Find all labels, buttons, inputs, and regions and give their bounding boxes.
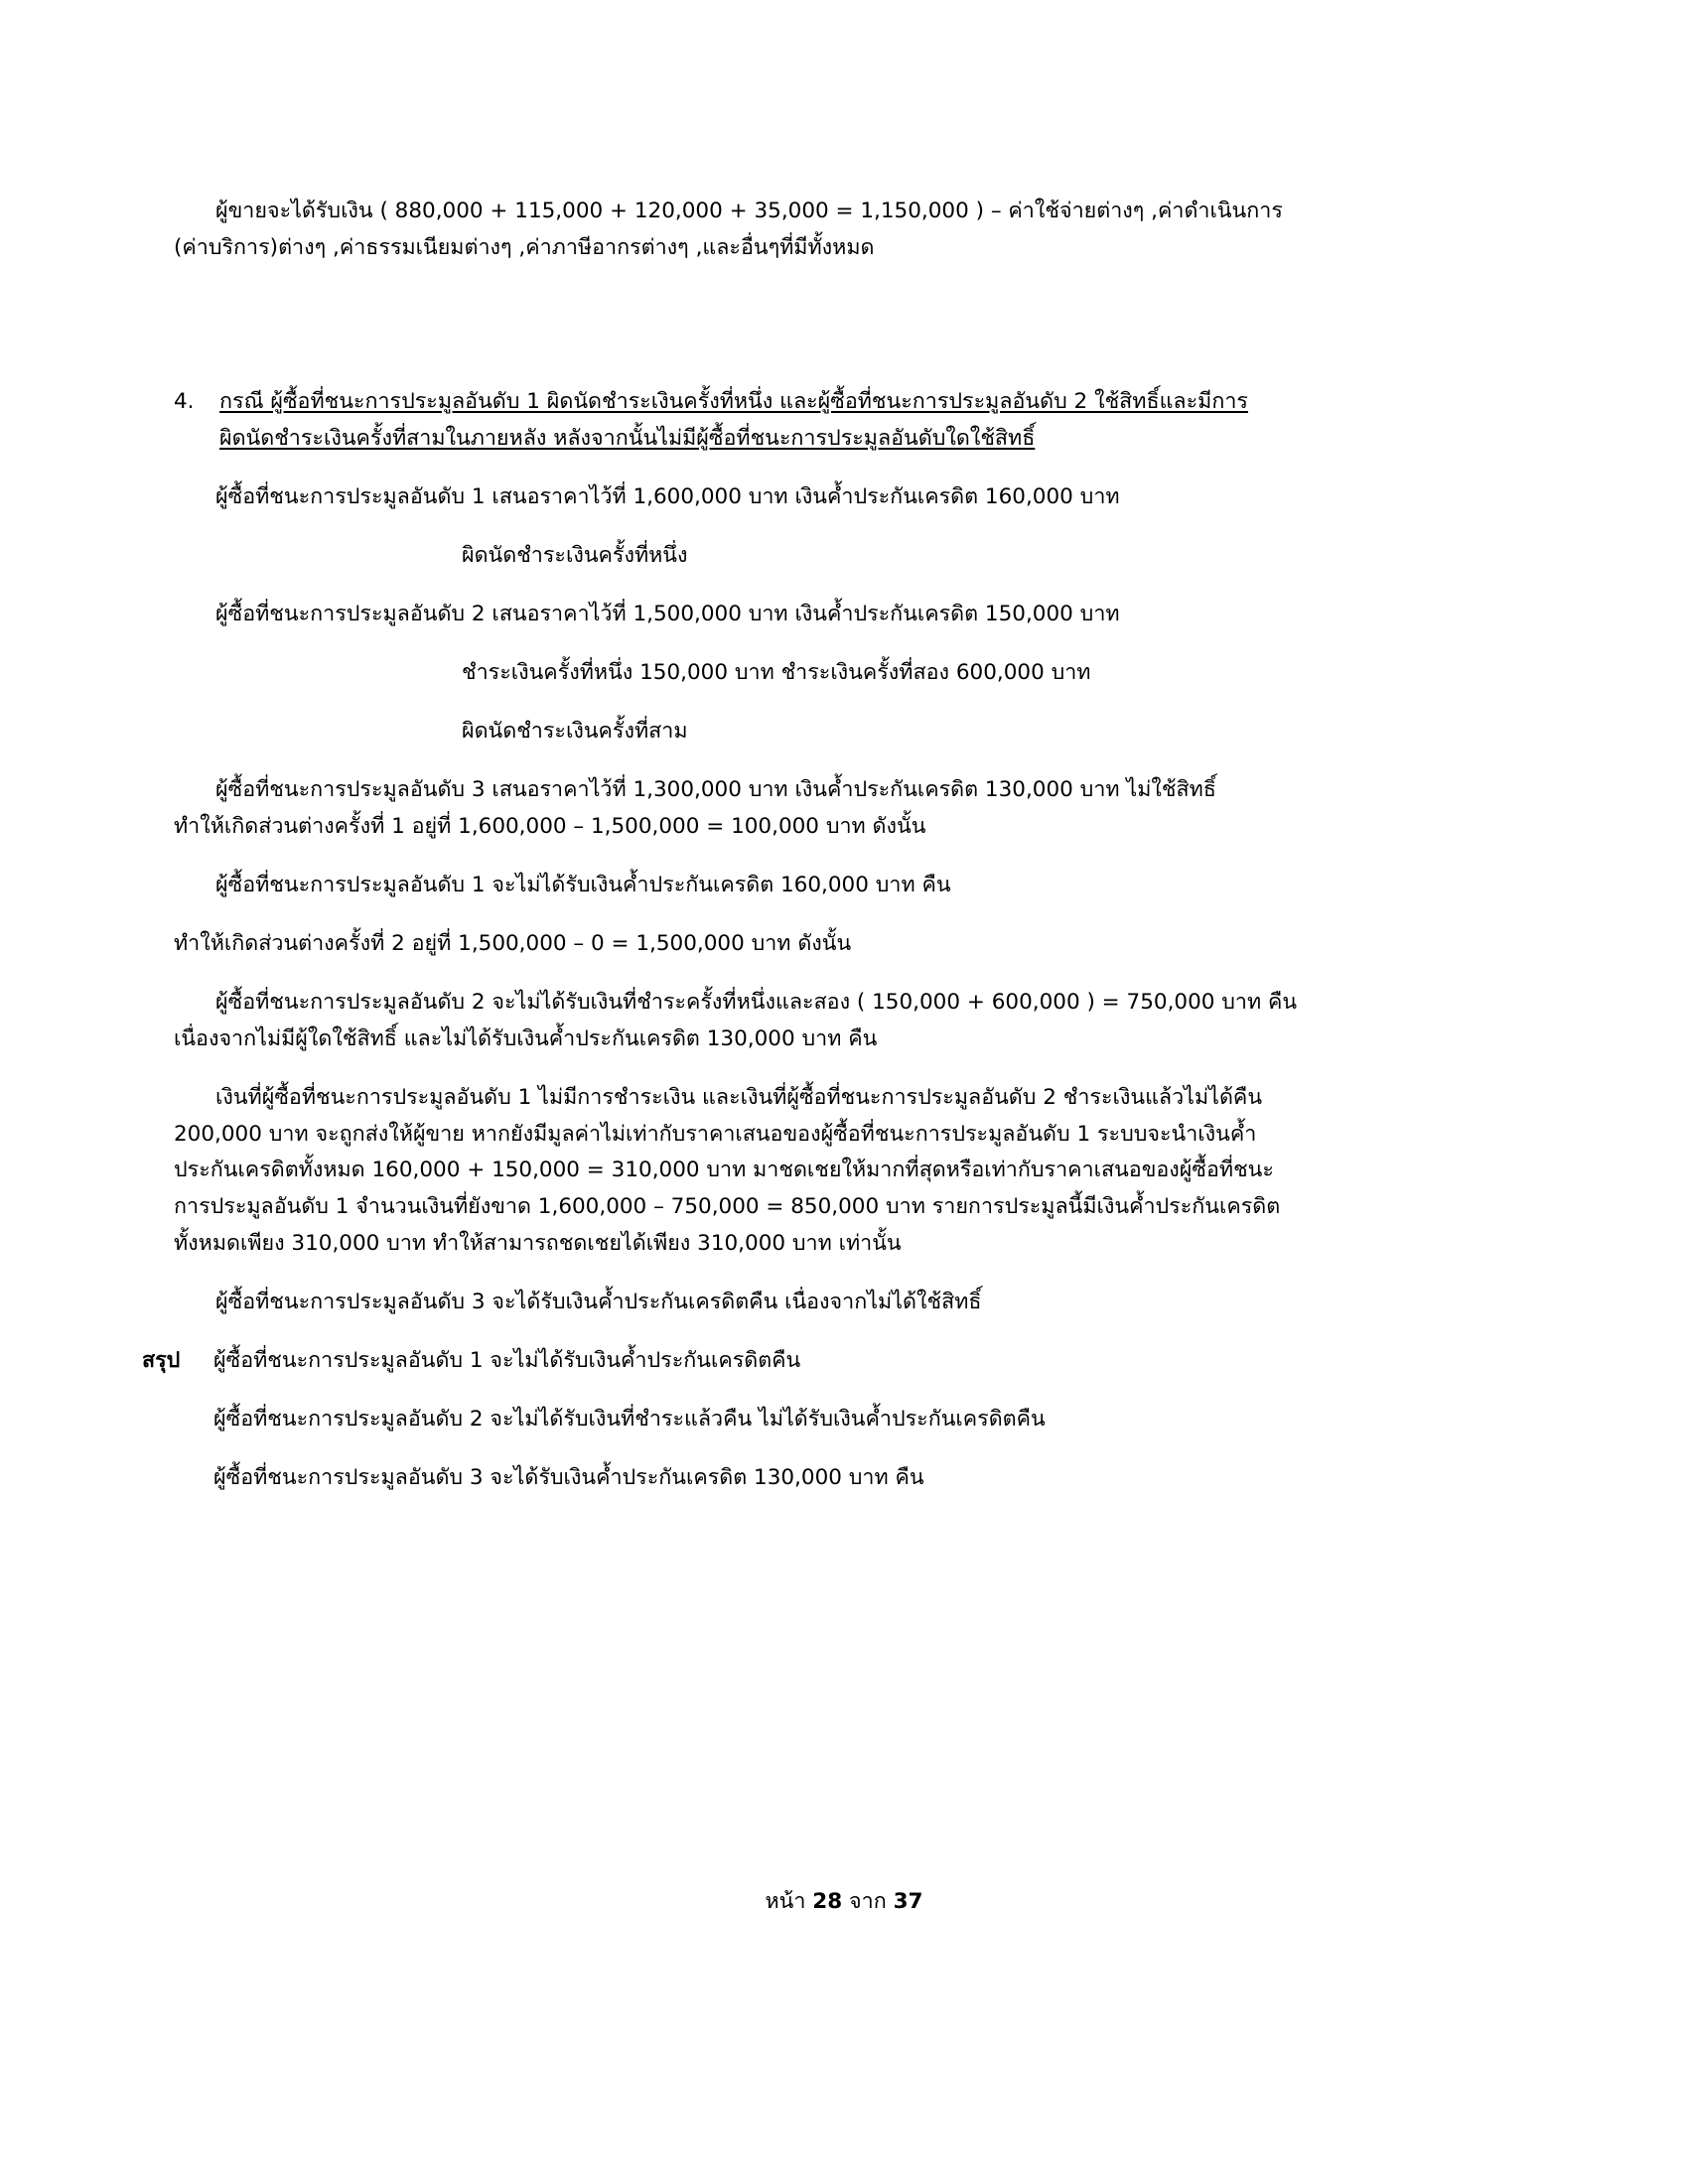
body-paragraph-11-line-1: เงินที่ผู้ซื้อที่ชนะการประมูลอันดับ 1 ไม่มีการชำระเงิน และเงินที่ผู้ซื้อที่ชนะการประมูลอันดับ 2 ชำระเงินแล้วไม่ได้คืน bbox=[215, 1084, 1263, 1110]
body-paragraph-10-line-2: เนื่องจากไม่มีผู้ใดใช้สิทธิ์ และไม่ได้รับเงินค้ำประกันเครดิต 130,000 บาท คืน bbox=[174, 1025, 878, 1051]
spacer bbox=[174, 1058, 1514, 1080]
intro-line-1: ผู้ขายจะได้รับเงิน ( 880,000 + 115,000 + 120,000 + 35,000 = 1,150,000 ) – ค่าใช้จ่ายต่างๆ ,ค่าดำเนินการ bbox=[215, 199, 1283, 223]
footer-middle: จาก bbox=[842, 1889, 894, 1914]
summary-line-2: ผู้ซื้อที่ชนะการประมูลอันดับ 2 จะไม่ได้รับเงินที่ชำระแล้วคืน ไม่ได้รับเงินค้ำประกันเครดิตคืน bbox=[213, 1407, 1046, 1433]
body-paragraph-12: ผู้ซื้อที่ชนะการประมูลอันดับ 3 จะได้รับเงินค้ำประกันเครดิตคืน เนื่องจากไม่ได้ใช้สิทธิ์ bbox=[215, 1290, 982, 1315]
body-paragraph-11-line-4: การประมูลอันดับ 1 จำนวนเงินที่ยังขาด 1,600,000 – 750,000 = 850,000 บาท รายการประมูลนี้มีเงินค้ำประกันเครดิต bbox=[174, 1194, 1281, 1220]
body-paragraph-6: ผู้ซื้อที่ชนะการประมูลอันดับ 3 เสนอราคาไว้ที่ 1,300,000 บาท เงินค้ำประกันเครดิต 130,000 บาท ไม่ใช้สิทธิ์ bbox=[215, 776, 1216, 802]
summary-lines bbox=[213, 1343, 1514, 1519]
spacer bbox=[174, 963, 1514, 985]
summary-line-3: ผู้ซื้อที่ชนะการประมูลอันดับ 3 จะได้รับเงินค้ำประกันเครดิต 130,000 บาท คืน bbox=[213, 1465, 924, 1491]
body-paragraph-11-line-2: 200,000 บาท จะถูกส่งให้ผู้ขาย หากยังมีมูลค่าไม่เท่ากับราคาเสนอของผู้ซื้อที่ชนะการประมูลอันดับ 1 ระบบจะนำเงินค้ำ bbox=[174, 1121, 1257, 1147]
spacer bbox=[174, 1263, 1514, 1285]
body-paragraph-1: ผู้ซื้อที่ชนะการประมูลอันดับ 1 เสนอราคาไว้ที่ 1,600,000 บาท เงินค้ำประกันเครดิต 160,000 บาท bbox=[215, 483, 1120, 509]
body-paragraph-9: ทำให้เกิดส่วนต่างครั้งที่ 2 อยู่ที่ 1,500,000 – 0 = 1,500,000 บาท ดังนั้น bbox=[174, 930, 852, 956]
intro-line-2: (ค่าบริการ)ต่างๆ ,ค่าธรรมเนียมต่างๆ ,ค่าภาษีอากรต่างๆ ,และอื่นๆที่มีทั้งหมด bbox=[174, 234, 875, 260]
summary-label: สรุป bbox=[142, 1348, 181, 1374]
body-paragraph-4: ชำระเงินครั้งที่หนึ่ง 150,000 บาท ชำระเงินครั้งที่สอง 600,000 บาท bbox=[462, 659, 1091, 685]
section-number: 4. bbox=[174, 388, 195, 414]
intro-paragraph bbox=[174, 194, 1514, 267]
spacer bbox=[174, 846, 1514, 868]
spacer bbox=[174, 362, 1514, 384]
section-heading-line-2: ผิดนัดชำระเงินครั้งที่สามในภายหลัง หลังจากนั้นไม่มีผู้ซื้อที่ชนะการประมูลอันดับใดใช้สิทธิ์ bbox=[219, 425, 1036, 451]
footer-prefix: หน้า bbox=[765, 1889, 813, 1914]
body-paragraph-10-line-1: ผู้ซื้อที่ชนะการประมูลอันดับ 2 จะไม่ได้รับเงินที่ชำระครั้งที่หนึ่งและสอง ( 150,000 + 600,000 ) = 750,000 บาท คืน bbox=[215, 989, 1298, 1015]
spacer bbox=[174, 633, 1514, 655]
body-paragraph-3: ผู้ซื้อที่ชนะการประมูลอันดับ 2 เสนอราคาไว้ที่ 1,500,000 บาท เงินค้ำประกันเครดิต 150,000 บาท bbox=[215, 601, 1120, 626]
section-heading-line-1: กรณี ผู้ซื้อที่ชนะการประมูลอันดับ 1 ผิดนัดชำระเงินครั้งที่หนึ่ง และผู้ซื้อที่ชนะการประมูลอันดับ 2 ใช้สิทธิ์และมีการ bbox=[219, 388, 1248, 414]
section-heading-text bbox=[219, 384, 1514, 458]
summary-block bbox=[142, 1343, 1514, 1519]
body-paragraph-8: ผู้ซื้อที่ชนะการประมูลอันดับ 1 จะไม่ได้รับเงินค้ำประกันเครดิต 160,000 บาท คืน bbox=[215, 872, 951, 897]
spacer bbox=[174, 904, 1514, 926]
spacer bbox=[174, 692, 1514, 714]
body-paragraph-5: ผิดนัดชำระเงินครั้งที่สาม bbox=[462, 718, 688, 744]
footer-page-number: 28 bbox=[812, 1889, 843, 1914]
section-heading bbox=[174, 384, 1514, 458]
spacer bbox=[174, 751, 1514, 772]
spacer bbox=[174, 267, 1514, 362]
spacer bbox=[174, 575, 1514, 597]
spacer bbox=[174, 1321, 1514, 1343]
body-paragraph-11-line-5: ทั้งหมดเพียง 310,000 บาท ทำให้สามารถชดเชยได้เพียง 310,000 บาท เท่านั้น bbox=[174, 1231, 902, 1257]
body-paragraph-11-line-3: ประกันเครดิตทั้งหมด 160,000 + 150,000 = 310,000 บาท มาชดเชยให้มากที่สุดหรือเท่ากับราคาเสนอของผู้ซื้อที่ชนะ bbox=[174, 1158, 1274, 1183]
footer-total-pages: 37 bbox=[893, 1889, 923, 1914]
spacer bbox=[174, 516, 1514, 538]
page-footer bbox=[0, 1884, 1688, 1918]
body-paragraph-7: ทำให้เกิดส่วนต่างครั้งที่ 1 อยู่ที่ 1,600,000 – 1,500,000 = 100,000 บาท ดังนั้น bbox=[174, 813, 926, 839]
body-paragraph-2: ผิดนัดชำระเงินครั้งที่หนึ่ง bbox=[462, 542, 688, 568]
summary-line-1: ผู้ซื้อที่ชนะการประมูลอันดับ 1 จะไม่ได้รับเงินค้ำประกันเครดิตคืน bbox=[213, 1348, 801, 1374]
spacer bbox=[174, 458, 1514, 479]
